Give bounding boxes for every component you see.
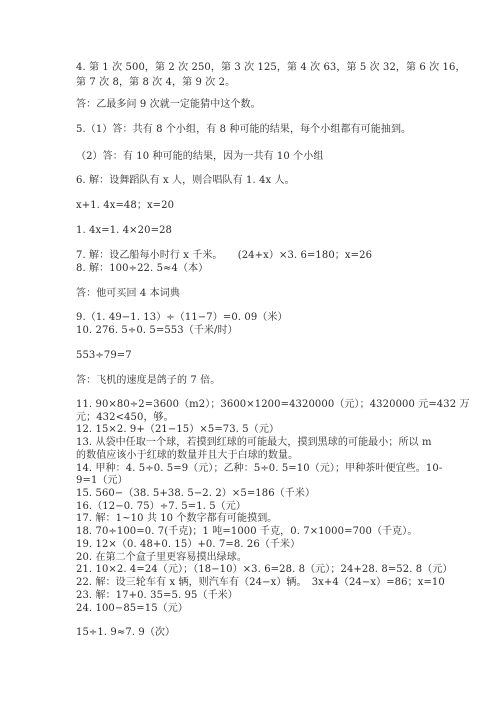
answer-line: 21. 10×2. 4=24（元）；（18−10）×3. 6=28. 8（元）；24+28. 8=52. 8（元）: [76, 564, 453, 575]
answer-line: 22. 解：设三轮车有 x 辆，则汽车有（24−x）辆。 3x+4（24−x）=86；x=10: [76, 577, 445, 588]
answer-line: 15. 560−（38. 5+38. 5−2. 2）×5=186（千米）: [76, 488, 316, 499]
answer-line: x+1. 4x=48；x=20: [76, 200, 175, 211]
answer-line: 4. 第 1 次 500，第 2 次 250，第 3 次 125，第 4 次 63，第 5 次 32，第 6 次 16，: [76, 62, 466, 73]
answer-line: 13. 从袋中任取一个球，若摸到红球的可能最大，摸到黑球的可能最小；所以 m: [76, 437, 432, 448]
answer-line: 7. 解：设乙船每小时行 x 千米。 (24+x）×3. 6=180；x=26: [76, 250, 373, 261]
answer-line: 9=1（元）: [76, 475, 128, 486]
answer-line: 的数值应该小于红球的数量并且大于白球的数量。: [76, 450, 299, 461]
answer-line: 答：他可买回 4 本词典: [76, 288, 180, 299]
answer-line: 20. 在第二个盒子里更容易摸出绿球。: [76, 552, 247, 563]
answer-line: 24. 100−85=15（元）: [76, 603, 188, 614]
answer-line: 第 7 次 8，第 8 次 4，第 9 次 2。: [76, 77, 236, 88]
answer-line: 553÷79=7: [76, 350, 132, 361]
answer-line: 15÷1. 9≈7. 9（次）: [76, 627, 176, 638]
answer-line: 23. 解：17+0. 35=5. 95（千米）: [76, 590, 238, 601]
answer-line: 18. 70÷100=0. 7(千克)；1 吨=1000 千克，0. 7×1000=700（千克）。: [76, 526, 418, 537]
answer-line: 元；432<450，够。: [76, 412, 174, 423]
answer-line: 答：飞机的速度是鸽子的 7 倍。: [76, 375, 221, 386]
answer-line: 答：乙最多问 9 次就一定能猜中这个数。: [76, 99, 261, 110]
answer-line: 16.（12−0. 75）÷7. 5=1. 5（元）: [76, 501, 246, 512]
answer-line: 17. 解：1~10 共 10 个数字都有可能摸到。: [76, 513, 278, 524]
answer-line: 12. 15×2. 9+（21−15）×5=73. 5（元）: [76, 424, 280, 435]
answer-line: 10. 276. 5÷0. 5=553（千米/时）: [76, 325, 238, 336]
answer-line: 19. 12×（0. 48+0. 15）+0. 7=8. 26（千米）: [76, 539, 301, 550]
answer-line: （2）答：有 10 种可能的结果，因为一共有 10 个小组: [76, 151, 324, 162]
answer-line: 1. 4x=1. 4×20=28: [76, 225, 172, 236]
answer-line: 14. 甲种：4. 5÷0. 5=9（元）；乙种：5÷0. 5=10（元）；甲种茶叶便宜些。10-: [76, 463, 443, 474]
answer-line: 9.（1. 49−1. 13）÷（11−7）=0. 09（米）: [76, 312, 288, 323]
answer-line: 8. 解：100÷22. 5≈4（本）: [76, 263, 209, 274]
answer-line: 5.（1）答：共有 8 个小组，有 8 种可能的结果，每个小组都有可能抽到。: [76, 124, 412, 135]
answer-line: 11. 90×80÷2=3600（m2）；3600×1200=4320000（元）；4320000 元=432 万: [76, 399, 470, 410]
answer-line: 6. 解：设舞蹈队有 x 人，则合唱队有 1. 4x 人。: [76, 175, 295, 186]
